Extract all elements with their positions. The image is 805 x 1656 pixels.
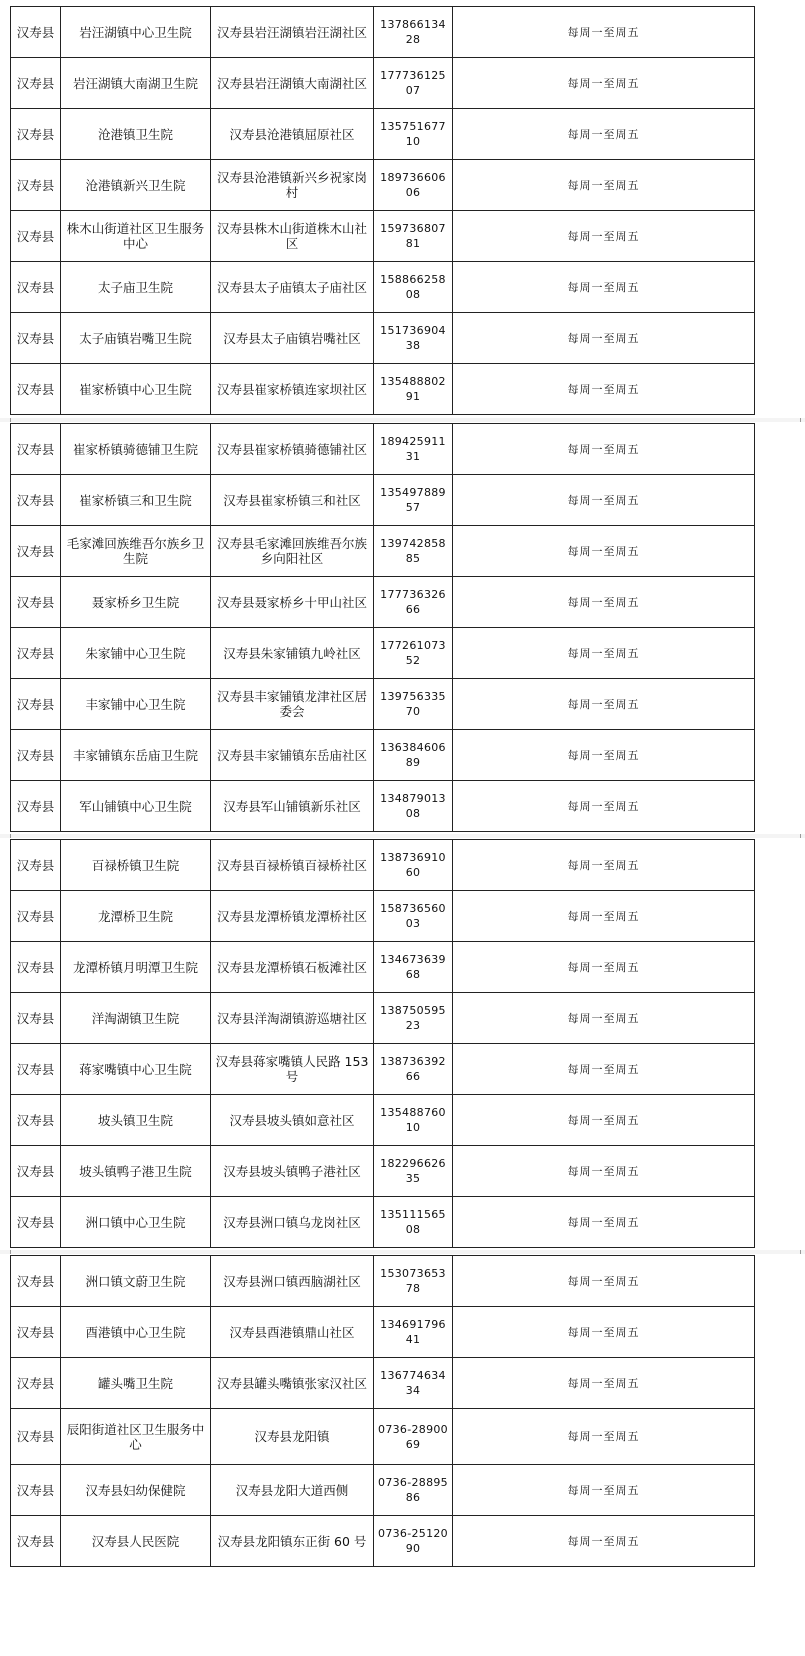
county-cell: 汉寿县 [11,1358,61,1409]
table-row [11,1146,755,1197]
table-row [11,891,755,942]
county-cell: 汉寿县 [11,526,61,577]
institution-name-cell: 洲口镇中心卫生院 [61,1197,211,1248]
phone-cell: 0736-2512090 [374,1516,453,1567]
phone-cell: 0736-2889586 [374,1465,453,1516]
county-cell: 汉寿县 [11,993,61,1044]
table-block-1 [10,6,755,415]
phone-cell: 13873639266 [374,1044,453,1095]
service-time-cell: 每周一至周五 [453,160,755,211]
address-cell: 汉寿县沧港镇新兴乡祝家岗村 [211,160,374,211]
county-cell: 汉寿县 [11,475,61,526]
phone-cell: 13575167710 [374,109,453,160]
phone-cell: 13975633570 [374,679,453,730]
table-block-4 [10,1255,755,1567]
address-cell: 汉寿县洋淘湖镇游巡塘社区 [211,993,374,1044]
phone-cell: 18229662635 [374,1146,453,1197]
institution-name-cell: 毛家滩回族维吾尔族乡卫生院 [61,526,211,577]
phone-cell: 13638460689 [374,730,453,781]
address-cell: 汉寿县毛家滩回族维吾尔族乡向阳社区 [211,526,374,577]
table-row [11,364,755,415]
table-row [11,7,755,58]
address-cell: 汉寿县沧港镇屈原社区 [211,109,374,160]
institution-name-cell: 岩汪湖镇大南湖卫生院 [61,58,211,109]
service-time-cell: 每周一至周五 [453,262,755,313]
address-cell: 汉寿县丰家铺镇龙津社区居委会 [211,679,374,730]
table-row [11,1197,755,1248]
county-cell: 汉寿县 [11,781,61,832]
institution-name-cell: 崔家桥镇中心卫生院 [61,364,211,415]
institution-name-cell: 汉寿县人民医院 [61,1516,211,1567]
service-time-cell: 每周一至周五 [453,1358,755,1409]
service-time-cell: 每周一至周五 [453,1516,755,1567]
county-cell: 汉寿县 [11,211,61,262]
service-time-cell: 每周一至周五 [453,1146,755,1197]
address-cell: 汉寿县坡头镇鸭子港社区 [211,1146,374,1197]
institution-name-cell: 洲口镇文蔚卫生院 [61,1256,211,1307]
institution-name-cell: 岩汪湖镇中心卫生院 [61,7,211,58]
table-row [11,211,755,262]
institution-name-cell: 酉港镇中心卫生院 [61,1307,211,1358]
service-time-cell: 每周一至周五 [453,475,755,526]
county-cell: 汉寿县 [11,262,61,313]
phone-cell: 13469179641 [374,1307,453,1358]
page-break-2 [0,834,805,838]
phone-cell: 15173690438 [374,313,453,364]
address-cell: 汉寿县朱家铺镇九岭社区 [211,628,374,679]
institution-name-cell: 聂家桥乡卫生院 [61,577,211,628]
table-row [11,160,755,211]
phone-cell: 13511156508 [374,1197,453,1248]
service-time-cell: 每周一至周五 [453,211,755,262]
phone-cell: 13875059523 [374,993,453,1044]
service-time-cell: 每周一至周五 [453,1256,755,1307]
institution-name-cell: 百禄桥镇卫生院 [61,840,211,891]
table-row [11,942,755,993]
table-row [11,1465,755,1516]
address-cell: 汉寿县蒋家嘴镇人民路 153 号 [211,1044,374,1095]
table-row [11,1409,755,1465]
institution-name-cell: 沧港镇新兴卫生院 [61,160,211,211]
institution-name-cell: 丰家铺中心卫生院 [61,679,211,730]
county-cell: 汉寿县 [11,1146,61,1197]
county-cell: 汉寿县 [11,1044,61,1095]
county-cell: 汉寿县 [11,730,61,781]
service-time-cell: 每周一至周五 [453,679,755,730]
institution-name-cell: 坡头镇鸭子港卫生院 [61,1146,211,1197]
address-cell: 汉寿县丰家铺镇东岳庙社区 [211,730,374,781]
address-cell: 汉寿县百禄桥镇百禄桥社区 [211,840,374,891]
service-time-cell: 每周一至周五 [453,364,755,415]
phone-cell: 17773612507 [374,58,453,109]
institution-name-cell: 龙潭桥卫生院 [61,891,211,942]
county-cell: 汉寿县 [11,1409,61,1465]
service-time-cell: 每周一至周五 [453,1465,755,1516]
phone-cell: 13974285885 [374,526,453,577]
institution-name-cell: 沧港镇卫生院 [61,109,211,160]
address-cell: 汉寿县龙阳镇东正街 60 号 [211,1516,374,1567]
address-cell: 汉寿县龙潭桥镇石板滩社区 [211,942,374,993]
address-cell: 汉寿县坡头镇如意社区 [211,1095,374,1146]
county-cell: 汉寿县 [11,313,61,364]
county-cell: 汉寿县 [11,891,61,942]
institution-name-cell: 丰家铺镇东岳庙卫生院 [61,730,211,781]
institution-name-cell: 坡头镇卫生院 [61,1095,211,1146]
institution-name-cell: 崔家桥镇骑德铺卫生院 [61,424,211,475]
table-row [11,58,755,109]
institution-name-cell: 汉寿县妇幼保健院 [61,1465,211,1516]
institution-name-cell: 蒋家嘴镇中心卫生院 [61,1044,211,1095]
table-row [11,313,755,364]
phone-cell: 13487901308 [374,781,453,832]
service-time-cell: 每周一至周五 [453,628,755,679]
service-time-cell: 每周一至周五 [453,1409,755,1465]
table-row [11,993,755,1044]
service-time-cell: 每周一至周五 [453,1197,755,1248]
institution-name-cell: 株木山街道社区卫生服务中心 [61,211,211,262]
institution-name-cell: 龙潭桥镇月明潭卫生院 [61,942,211,993]
table-row [11,577,755,628]
service-time-cell: 每周一至周五 [453,1307,755,1358]
phone-cell: 13548876010 [374,1095,453,1146]
table-row [11,262,755,313]
service-time-cell: 每周一至周五 [453,840,755,891]
phone-cell: 18973660606 [374,160,453,211]
service-time-cell: 每周一至周五 [453,109,755,160]
address-cell: 汉寿县太子庙镇岩嘴社区 [211,313,374,364]
phone-cell: 13467363968 [374,942,453,993]
service-time-cell: 每周一至周五 [453,891,755,942]
address-cell: 汉寿县聂家桥乡十甲山社区 [211,577,374,628]
phone-cell: 15886625808 [374,262,453,313]
table-row [11,1307,755,1358]
service-time-cell: 每周一至周五 [453,577,755,628]
phone-cell: 13548880291 [374,364,453,415]
institution-name-cell: 洋淘湖镇卫生院 [61,993,211,1044]
address-cell: 汉寿县酉港镇鼎山社区 [211,1307,374,1358]
service-time-cell: 每周一至周五 [453,58,755,109]
phone-cell: 0736-2890069 [374,1409,453,1465]
service-time-cell: 每周一至周五 [453,993,755,1044]
service-time-cell: 每周一至周五 [453,1095,755,1146]
table-row [11,1044,755,1095]
table-row [11,424,755,475]
county-cell: 汉寿县 [11,58,61,109]
county-cell: 汉寿县 [11,679,61,730]
address-cell: 汉寿县崔家桥镇三和社区 [211,475,374,526]
institution-name-cell: 辰阳街道社区卫生服务中心 [61,1409,211,1465]
institution-name-cell: 朱家铺中心卫生院 [61,628,211,679]
table-row [11,628,755,679]
page-break-1 [0,418,805,422]
phone-cell: 13677463434 [374,1358,453,1409]
phone-cell: 18942591131 [374,424,453,475]
phone-cell: 13549788957 [374,475,453,526]
phone-cell: 15307365378 [374,1256,453,1307]
county-cell: 汉寿县 [11,577,61,628]
county-cell: 汉寿县 [11,364,61,415]
table-row [11,840,755,891]
institution-name-cell: 军山铺镇中心卫生院 [61,781,211,832]
address-cell: 汉寿县洲口镇乌龙岗社区 [211,1197,374,1248]
county-cell: 汉寿县 [11,628,61,679]
county-cell: 汉寿县 [11,160,61,211]
county-cell: 汉寿县 [11,1307,61,1358]
institution-name-cell: 崔家桥镇三和卫生院 [61,475,211,526]
county-cell: 汉寿县 [11,1465,61,1516]
table-block-2 [10,423,755,832]
phone-cell: 13786613428 [374,7,453,58]
service-time-cell: 每周一至周五 [453,424,755,475]
address-cell: 汉寿县龙阳大道西侧 [211,1465,374,1516]
table-row [11,526,755,577]
institution-name-cell: 太子庙镇岩嘴卫生院 [61,313,211,364]
table-row [11,1256,755,1307]
service-time-cell: 每周一至周五 [453,313,755,364]
table-block-3 [10,839,755,1248]
table-row [11,730,755,781]
county-cell: 汉寿县 [11,1256,61,1307]
phone-cell: 17726107352 [374,628,453,679]
service-time-cell: 每周一至周五 [453,7,755,58]
phone-cell: 15873656003 [374,891,453,942]
county-cell: 汉寿县 [11,1197,61,1248]
service-time-cell: 每周一至周五 [453,942,755,993]
address-cell: 汉寿县崔家桥镇骑德铺社区 [211,424,374,475]
table-row [11,109,755,160]
phone-cell: 13873691060 [374,840,453,891]
service-time-cell: 每周一至周五 [453,1044,755,1095]
address-cell: 汉寿县崔家桥镇连家坝社区 [211,364,374,415]
table-row [11,475,755,526]
county-cell: 汉寿县 [11,942,61,993]
institution-name-cell: 罐头嘴卫生院 [61,1358,211,1409]
address-cell: 汉寿县军山铺镇新乐社区 [211,781,374,832]
address-cell: 汉寿县罐头嘴镇张家汉社区 [211,1358,374,1409]
address-cell: 汉寿县洲口镇西脑湖社区 [211,1256,374,1307]
county-cell: 汉寿县 [11,840,61,891]
address-cell: 汉寿县太子庙镇太子庙社区 [211,262,374,313]
service-time-cell: 每周一至周五 [453,526,755,577]
address-cell: 汉寿县龙阳镇 [211,1409,374,1465]
table-row [11,679,755,730]
address-cell: 汉寿县岩汪湖镇岩汪湖社区 [211,7,374,58]
address-cell: 汉寿县株木山街道株木山社区 [211,211,374,262]
county-cell: 汉寿县 [11,424,61,475]
page-break-3 [0,1250,805,1254]
county-cell: 汉寿县 [11,1095,61,1146]
phone-cell: 17773632666 [374,577,453,628]
table-row [11,1516,755,1567]
county-cell: 汉寿县 [11,7,61,58]
phone-cell: 15973680781 [374,211,453,262]
table-row [11,1358,755,1409]
county-cell: 汉寿县 [11,109,61,160]
service-time-cell: 每周一至周五 [453,781,755,832]
county-cell: 汉寿县 [11,1516,61,1567]
table-row [11,781,755,832]
address-cell: 汉寿县岩汪湖镇大南湖社区 [211,58,374,109]
address-cell: 汉寿县龙潭桥镇龙潭桥社区 [211,891,374,942]
institution-name-cell: 太子庙卫生院 [61,262,211,313]
table-row [11,1095,755,1146]
service-time-cell: 每周一至周五 [453,730,755,781]
